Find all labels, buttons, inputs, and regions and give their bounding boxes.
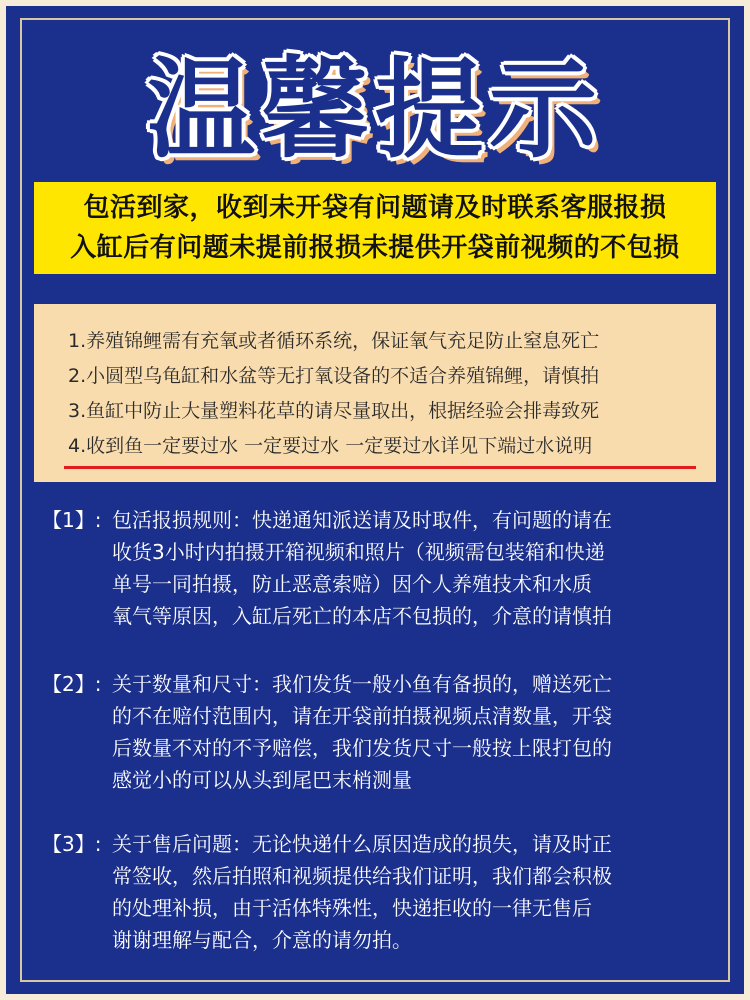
poster-frame [6,6,744,994]
section-body [112,668,722,796]
notice-item: 4.收到鱼一定要过水 一定要过水 一定要过水详见下端过水说明 [68,435,593,457]
section-line: 收货3小时内拍摄开箱视频和照片（视频需包装箱和快递 [112,540,605,564]
section-2 [42,668,722,796]
section-line: 单号一同拍摄，防止恶意索赔）因个人养殖技术和水质 [112,572,592,596]
notice-item: 2.小圆型乌龟缸和水盆等无打氧设备的不适合养殖锦鲤，请慎拍 [68,365,600,387]
notice-item: 3.鱼缸中防止大量塑料花草的请尽量取出，根据经验会排毒致死 [68,400,600,422]
banner-line-1: 包活到家，收到未开袋有问题请及时联系客服报损 [83,193,667,223]
section-number: 【2】: [42,672,102,696]
notice-box [34,304,716,482]
section-body [112,504,722,632]
section-line: 常签收，然后拍照和视频提供给我们证明，我们都会积极 [112,864,612,888]
section-line: 的处理补损，由于活体特殊性，快递拒收的一律无售后 [112,896,592,920]
section-line: 氧气等原因，入缸后死亡的本店不包损的，介意的请慎拍 [112,604,612,628]
section-number: 【1】: [42,508,102,532]
page-title: 温馨提示 [146,48,603,173]
highlight-banner [34,182,716,274]
banner-line-2: 入缸后有问题未提前报损未提供开袋前视频的不包损 [70,233,680,263]
red-underline [64,466,696,469]
section-line: 包活报损规则：快递通知派送请及时取件，有问题的请在 [112,508,612,532]
section-line: 感觉小的可以从头到尾巴末梢测量 [112,768,412,792]
section-line: 的不在赔付范围内，请在开袋前拍摄视频点清数量，开袋 [112,704,612,728]
section-body [112,828,722,956]
section-number: 【3】: [42,832,102,856]
section-line: 关于数量和尺寸：我们发货一般小鱼有备损的，赠送死亡 [112,672,612,696]
section-1 [42,504,722,632]
section-3 [42,828,722,956]
section-line: 谢谢理解与配合，介意的请勿拍。 [112,928,412,952]
section-line: 关于售后问题：无论快递什么原因造成的损失，请及时正 [112,832,612,856]
notice-item: 1.养殖锦鲤需有充氧或者循环系统，保证氧气充足防止窒息死亡 [68,330,600,352]
section-line: 后数量不对的不予赔偿，我们发货尺寸一般按上限打包的 [112,736,612,760]
